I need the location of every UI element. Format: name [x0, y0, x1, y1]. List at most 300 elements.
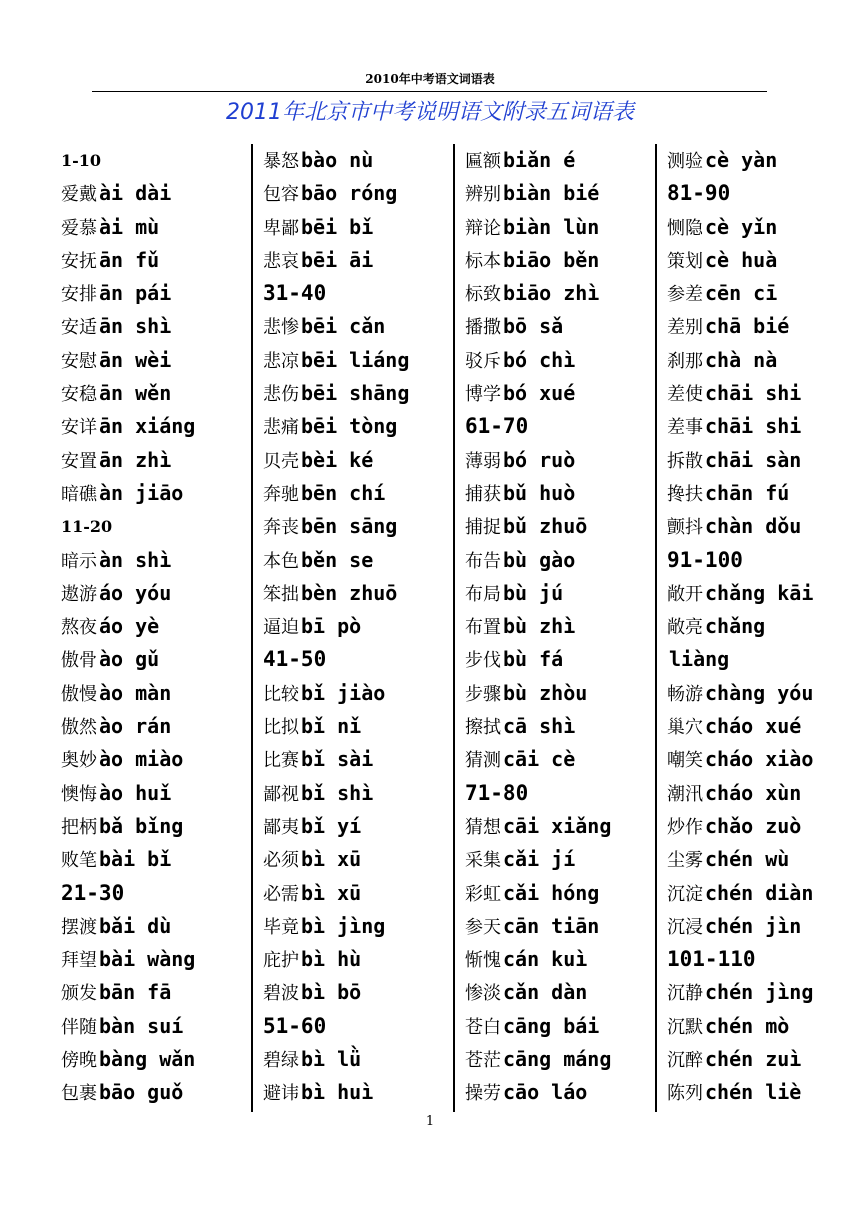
- word-entry: [465, 943, 655, 976]
- word-entry: [667, 510, 835, 543]
- word-text: 惨淡: [465, 983, 501, 1005]
- word-text: 薄弱: [465, 450, 501, 472]
- word-entry: [667, 377, 835, 410]
- pinyin-text: chǎng kāi: [705, 580, 814, 605]
- pinyin-text: bǔ zhuō: [503, 514, 588, 539]
- word-entry: [465, 544, 655, 577]
- word-text: 差使: [667, 384, 703, 406]
- pinyin-text: chà nà: [705, 347, 778, 372]
- word-entry: [667, 777, 835, 810]
- word-text: 博学: [465, 384, 501, 406]
- word-text: 爱戴: [61, 184, 97, 206]
- word-entry: [465, 177, 655, 210]
- pinyin-text: bèn zhuō: [301, 580, 398, 605]
- word-entry: [465, 1010, 655, 1043]
- word-text: 比拟: [263, 717, 299, 739]
- column-2: [253, 144, 455, 1112]
- column-1: [55, 144, 253, 1112]
- word-text: 本色: [263, 550, 299, 572]
- word-entry: [667, 444, 835, 477]
- range-text: 31-40: [263, 281, 327, 306]
- word-text: 安稳: [61, 384, 97, 406]
- word-text: 包容: [263, 184, 299, 206]
- word-text: 暴怒: [263, 151, 299, 172]
- word-text: 步伐: [465, 650, 501, 672]
- word-text: 拆散: [667, 450, 703, 472]
- word-entry: [61, 244, 251, 277]
- pinyin-text: ān fǔ: [99, 247, 160, 272]
- word-entry: [61, 976, 251, 1009]
- section-range-label: [465, 410, 655, 443]
- pinyin-text: ào huǐ: [99, 780, 172, 805]
- word-text: 驳斥: [465, 350, 501, 372]
- pinyin-text: ài mù: [99, 214, 160, 239]
- word-entry: [263, 544, 453, 577]
- word-text: 悲伤: [263, 384, 299, 406]
- pinyin-text: bàn suí: [99, 1013, 184, 1038]
- word-entry: [61, 577, 251, 610]
- pinyin-text: chén jìng: [705, 980, 814, 1005]
- pinyin-text: ān shì: [99, 314, 172, 339]
- word-text: 炒作: [667, 816, 703, 838]
- word-entry: [263, 1076, 453, 1109]
- pinyin-text: bēi shāng: [301, 381, 410, 406]
- word-text: 标致: [465, 284, 501, 306]
- word-entry: [465, 144, 655, 177]
- pinyin-text: bài wàng: [99, 947, 196, 972]
- section-range-label: [263, 1010, 453, 1043]
- word-text: 傲骨: [61, 650, 97, 672]
- pinyin-text: áo yè: [99, 614, 160, 639]
- pinyin-text: bǐ nǐ: [301, 714, 362, 739]
- word-entry: [263, 477, 453, 510]
- word-text: 安适: [61, 317, 97, 339]
- pinyin-text: biāo zhì: [503, 281, 600, 306]
- word-text: 贝壳: [263, 450, 299, 472]
- word-entry: [263, 577, 453, 610]
- word-text: 参天: [465, 916, 501, 938]
- pinyin-text: bì lǜ: [301, 1047, 362, 1072]
- pinyin-text: ān pái: [99, 281, 172, 306]
- word-entry: [263, 777, 453, 810]
- section-range-label: [667, 943, 835, 976]
- word-entry: [263, 710, 453, 743]
- word-text: 逼迫: [263, 617, 299, 639]
- word-entry: [667, 677, 835, 710]
- word-text: 潮汛: [667, 783, 703, 805]
- section-range-label: [61, 877, 251, 910]
- pinyin-text: chén diàn: [705, 880, 814, 905]
- word-entry: [263, 943, 453, 976]
- word-entry: [465, 277, 655, 310]
- word-text: 爱慕: [61, 217, 97, 239]
- word-entry: [263, 610, 453, 643]
- pinyin-text: bǐ shì: [301, 780, 374, 805]
- word-text: 暗礁: [61, 483, 97, 505]
- word-entry: [667, 1076, 835, 1109]
- word-text: 敞开: [667, 583, 703, 605]
- word-text: 鄙视: [263, 783, 299, 805]
- pinyin-text: chén zuì: [705, 1047, 802, 1072]
- pinyin-text: bǐ sài: [301, 747, 374, 772]
- pinyin-text: ài dài: [99, 181, 172, 206]
- word-text: 必须: [263, 850, 299, 872]
- word-entry: [263, 910, 453, 943]
- range-text: 71-80: [465, 780, 529, 805]
- word-entry: [667, 843, 835, 876]
- word-entry: [667, 144, 835, 177]
- page-number: 1: [425, 1114, 435, 1129]
- word-entry: [61, 377, 251, 410]
- word-entry: [667, 610, 835, 643]
- word-text: 遨游: [61, 583, 97, 605]
- pinyin-text: chén mò: [705, 1013, 790, 1038]
- word-entry: [667, 743, 835, 776]
- header-rule: [92, 91, 767, 92]
- word-text: 比赛: [263, 750, 299, 772]
- word-text: 拜望: [61, 950, 97, 972]
- word-text: 布置: [465, 617, 501, 639]
- word-text: 傲然: [61, 717, 97, 739]
- pinyin-text: cǎn dàn: [503, 980, 588, 1005]
- word-entry: [61, 810, 251, 843]
- word-entry: [61, 410, 251, 443]
- word-text: 避讳: [263, 1083, 299, 1105]
- word-entry: [263, 843, 453, 876]
- word-entry: [465, 211, 655, 244]
- word-entry: [61, 211, 251, 244]
- word-text: 播撒: [465, 317, 501, 339]
- range-text: 51-60: [263, 1013, 327, 1038]
- word-text: 毕竟: [263, 916, 299, 938]
- pinyin-text: bǐ jiào: [301, 680, 386, 705]
- word-entry: [667, 244, 835, 277]
- word-text: 安抚: [61, 250, 97, 272]
- word-entry: [61, 1076, 251, 1109]
- pinyin-text: cè yǐn: [705, 214, 778, 239]
- pinyin-text: bǎi dù: [99, 913, 172, 938]
- word-entry: [465, 1076, 655, 1109]
- word-entry: [263, 410, 453, 443]
- pinyin-text: cāi xiǎng: [503, 813, 612, 838]
- word-text: 把柄: [61, 816, 97, 838]
- pinyin-text: chén wù: [705, 847, 790, 872]
- pinyin-text: cāo láo: [503, 1080, 588, 1105]
- word-text: 卑鄙: [263, 217, 299, 239]
- word-text: 猜想: [465, 816, 501, 838]
- pinyin-text: bù zhì: [503, 614, 576, 639]
- pinyin-text: bēi bǐ: [301, 214, 374, 239]
- word-text: 熬夜: [61, 617, 97, 639]
- pinyin-text: cháo xùn: [705, 780, 802, 805]
- pinyin-text: ào gǔ: [99, 647, 160, 672]
- word-text: 苍茫: [465, 1050, 501, 1072]
- pinyin-text: cán kuì: [503, 947, 588, 972]
- pinyin-text: bó ruò: [503, 447, 576, 472]
- pinyin-text: bài bǐ: [99, 847, 172, 872]
- word-text: 必需: [263, 883, 299, 905]
- word-text: 沉默: [667, 1016, 703, 1038]
- pinyin-text: bǎ bǐng: [99, 813, 184, 838]
- pinyin-text: bù jú: [503, 580, 564, 605]
- word-entry: [263, 877, 453, 910]
- word-entry: [263, 377, 453, 410]
- word-entry: [465, 377, 655, 410]
- pinyin-text: bāo guǒ: [99, 1080, 184, 1105]
- word-text: 捕捉: [465, 517, 501, 539]
- word-text: 差事: [667, 417, 703, 439]
- word-text: 傲慢: [61, 683, 97, 705]
- word-entry: [667, 1010, 835, 1043]
- word-text: 巢穴: [667, 717, 703, 739]
- word-text: 采集: [465, 850, 501, 872]
- word-text: 暗示: [61, 550, 97, 572]
- pinyin-text: cǎi hóng: [503, 880, 600, 905]
- word-entry: [263, 344, 453, 377]
- pinyin-text: biǎn é: [503, 148, 576, 172]
- pinyin-text: chāi shi: [705, 414, 802, 439]
- word-text: 悲痛: [263, 417, 299, 439]
- word-text: 安排: [61, 284, 97, 306]
- word-text: 奔丧: [263, 517, 299, 539]
- pinyin-text: cè yàn: [705, 148, 778, 172]
- pinyin-text: cǎi jí: [503, 847, 576, 872]
- word-entry: [61, 743, 251, 776]
- word-text: 摆渡: [61, 916, 97, 938]
- pinyin-text: bì bō: [301, 980, 362, 1005]
- word-text: 奔驰: [263, 483, 299, 505]
- word-text: 安慰: [61, 350, 97, 372]
- word-text: 策划: [667, 250, 703, 272]
- word-entry: [465, 843, 655, 876]
- word-entry: [465, 910, 655, 943]
- range-text: 91-100: [667, 547, 743, 572]
- section-range-label: [667, 544, 835, 577]
- pinyin-text: cān tiān: [503, 913, 600, 938]
- pinyin-text: bì hù: [301, 947, 362, 972]
- word-text: 碧绿: [263, 1050, 299, 1072]
- word-text: 猜测: [465, 750, 501, 772]
- word-text: 颁发: [61, 983, 97, 1005]
- pinyin-text: ān zhì: [99, 447, 172, 472]
- pinyin-text: chén jìn: [705, 913, 802, 938]
- word-text: 刹那: [667, 350, 703, 372]
- word-entry: [61, 710, 251, 743]
- word-text: 辨别: [465, 184, 501, 206]
- pinyin-text: cháo xué: [705, 714, 802, 739]
- word-entry: [263, 444, 453, 477]
- word-entry: [667, 577, 835, 610]
- pinyin-text: bǐ yí: [301, 813, 362, 838]
- word-text: 布告: [465, 550, 501, 572]
- word-entry: [61, 477, 251, 510]
- section-range-label: [61, 510, 251, 543]
- word-text: 畅游: [667, 683, 703, 705]
- word-entry: [667, 877, 835, 910]
- word-text: 安详: [61, 417, 97, 439]
- word-text: 悲哀: [263, 250, 299, 272]
- word-entry: [465, 710, 655, 743]
- word-entry: [667, 976, 835, 1009]
- word-text: 惭愧: [465, 950, 501, 972]
- word-entry: [465, 1043, 655, 1076]
- pinyin-text: bù zhòu: [503, 680, 588, 705]
- pinyin-text: chǎng: [705, 614, 766, 639]
- word-entry: [61, 344, 251, 377]
- word-entry: [667, 910, 835, 943]
- pinyin-text: cè huà: [705, 247, 778, 272]
- word-entry: [465, 444, 655, 477]
- pinyin-text: cā shì: [503, 714, 576, 739]
- word-text: 悲惨: [263, 317, 299, 339]
- word-text: 彩虹: [465, 883, 501, 905]
- word-text: 恻隐: [667, 217, 703, 239]
- column-4: [657, 144, 835, 1112]
- word-entry: [465, 643, 655, 676]
- word-entry: [263, 976, 453, 1009]
- pinyin-text: ào màn: [99, 680, 172, 705]
- pinyin-text: bān fā: [99, 980, 172, 1005]
- word-text: 匾额: [465, 151, 501, 172]
- pinyin-text: chāi shi: [705, 381, 802, 406]
- pinyin-text: cháo xiào: [705, 747, 814, 772]
- word-entry: [263, 211, 453, 244]
- word-text: 安置: [61, 450, 97, 472]
- word-entry: [263, 510, 453, 543]
- word-text: 颤抖: [667, 517, 703, 539]
- word-text: 沉静: [667, 983, 703, 1005]
- pinyin-text: bēi tòng: [301, 414, 398, 439]
- pinyin-text: bì huì: [301, 1080, 374, 1105]
- pinyin-text: chàn dǒu: [705, 514, 802, 539]
- pinyin-text: bì xū: [301, 847, 362, 872]
- word-entry: [61, 1010, 251, 1043]
- word-text: 庇护: [263, 950, 299, 972]
- word-text: 标本: [465, 250, 501, 272]
- word-entry: [667, 643, 835, 676]
- section-range-label: [667, 177, 835, 210]
- pinyin-text: bàng wǎn: [99, 1047, 196, 1072]
- pinyin-text: bō sǎ: [503, 314, 564, 339]
- pinyin-text: ān xiáng: [99, 414, 196, 439]
- word-entry: [61, 943, 251, 976]
- pinyin-text: biàn bié: [503, 181, 600, 206]
- word-entry: [263, 244, 453, 277]
- word-entry: [263, 310, 453, 343]
- word-entry: [61, 544, 251, 577]
- pinyin-text: chàng yóu: [705, 680, 814, 705]
- word-entry: [61, 1043, 251, 1076]
- pinyin-text: bǔ huò: [503, 480, 576, 505]
- word-text: 比较: [263, 683, 299, 705]
- word-text: 擦拭: [465, 717, 501, 739]
- word-entry: [667, 344, 835, 377]
- word-entry: [61, 643, 251, 676]
- pinyin-text: bó xué: [503, 381, 576, 406]
- column-3: [455, 144, 657, 1112]
- word-text: 辩论: [465, 217, 501, 239]
- range-text: 21-30: [61, 880, 125, 905]
- word-text: 奥妙: [61, 750, 97, 772]
- word-entry: [465, 810, 655, 843]
- pinyin-text: bēi liáng: [301, 347, 410, 372]
- word-entry: [61, 777, 251, 810]
- pinyin-text: ān wèi: [99, 347, 172, 372]
- word-entry: [465, 877, 655, 910]
- word-text: 傍晚: [61, 1050, 97, 1072]
- word-entry: [465, 344, 655, 377]
- word-entry: [61, 910, 251, 943]
- word-entry: [263, 810, 453, 843]
- word-entry: [263, 177, 453, 210]
- word-text: 布局: [465, 583, 501, 605]
- pinyin-text: bó chì: [503, 347, 576, 372]
- pinyin-text: chā bié: [705, 314, 790, 339]
- pinyin-text: biāo běn: [503, 247, 600, 272]
- word-text: 陈列: [667, 1083, 703, 1105]
- word-text: 沉淀: [667, 883, 703, 905]
- word-text: 尘雾: [667, 850, 703, 872]
- word-entry: [263, 743, 453, 776]
- pinyin-text: ào miào: [99, 747, 184, 772]
- word-text: 参差: [667, 284, 703, 306]
- word-entry: [465, 310, 655, 343]
- word-entry: [667, 410, 835, 443]
- word-entry: [465, 510, 655, 543]
- word-entry: [61, 444, 251, 477]
- pinyin-text: cāng máng: [503, 1047, 612, 1072]
- pinyin-text: bāo róng: [301, 181, 398, 206]
- word-text: 包裹: [61, 1083, 97, 1105]
- word-table: [55, 144, 835, 1112]
- word-text: 败笔: [61, 850, 97, 872]
- pinyin-text: cāi cè: [503, 747, 576, 772]
- pinyin-text: liàng: [669, 647, 730, 672]
- word-entry: [465, 577, 655, 610]
- word-text: 搀扶: [667, 483, 703, 505]
- word-text: 笨拙: [263, 583, 299, 605]
- section-range-label: [465, 777, 655, 810]
- pinyin-text: àn jiāo: [99, 480, 184, 505]
- range-text: 11-20: [61, 517, 113, 537]
- running-header: 2010年中考语文词语表: [365, 72, 495, 86]
- word-text: 伴随: [61, 1016, 97, 1038]
- pinyin-text: bī pò: [301, 614, 362, 639]
- pinyin-text: bèi ké: [301, 447, 374, 472]
- section-range-label: [263, 277, 453, 310]
- section-range-label: [263, 643, 453, 676]
- word-text: 敞亮: [667, 617, 703, 639]
- pinyin-text: chān fú: [705, 480, 790, 505]
- pinyin-text: ān wěn: [99, 381, 172, 406]
- word-entry: [667, 277, 835, 310]
- pinyin-text: bù gào: [503, 547, 576, 572]
- word-entry: [667, 310, 835, 343]
- word-entry: [465, 610, 655, 643]
- word-text: 悲凉: [263, 350, 299, 372]
- word-entry: [263, 1043, 453, 1076]
- pinyin-text: cāng bái: [503, 1013, 600, 1038]
- range-text: 81-90: [667, 181, 731, 206]
- word-entry: [61, 310, 251, 343]
- word-text: 捕获: [465, 483, 501, 505]
- word-entry: [61, 843, 251, 876]
- pinyin-text: chǎo zuò: [705, 813, 802, 838]
- pinyin-text: chāi sàn: [705, 447, 802, 472]
- pinyin-text: bì xū: [301, 880, 362, 905]
- word-entry: [465, 743, 655, 776]
- word-text: 测验: [667, 151, 703, 172]
